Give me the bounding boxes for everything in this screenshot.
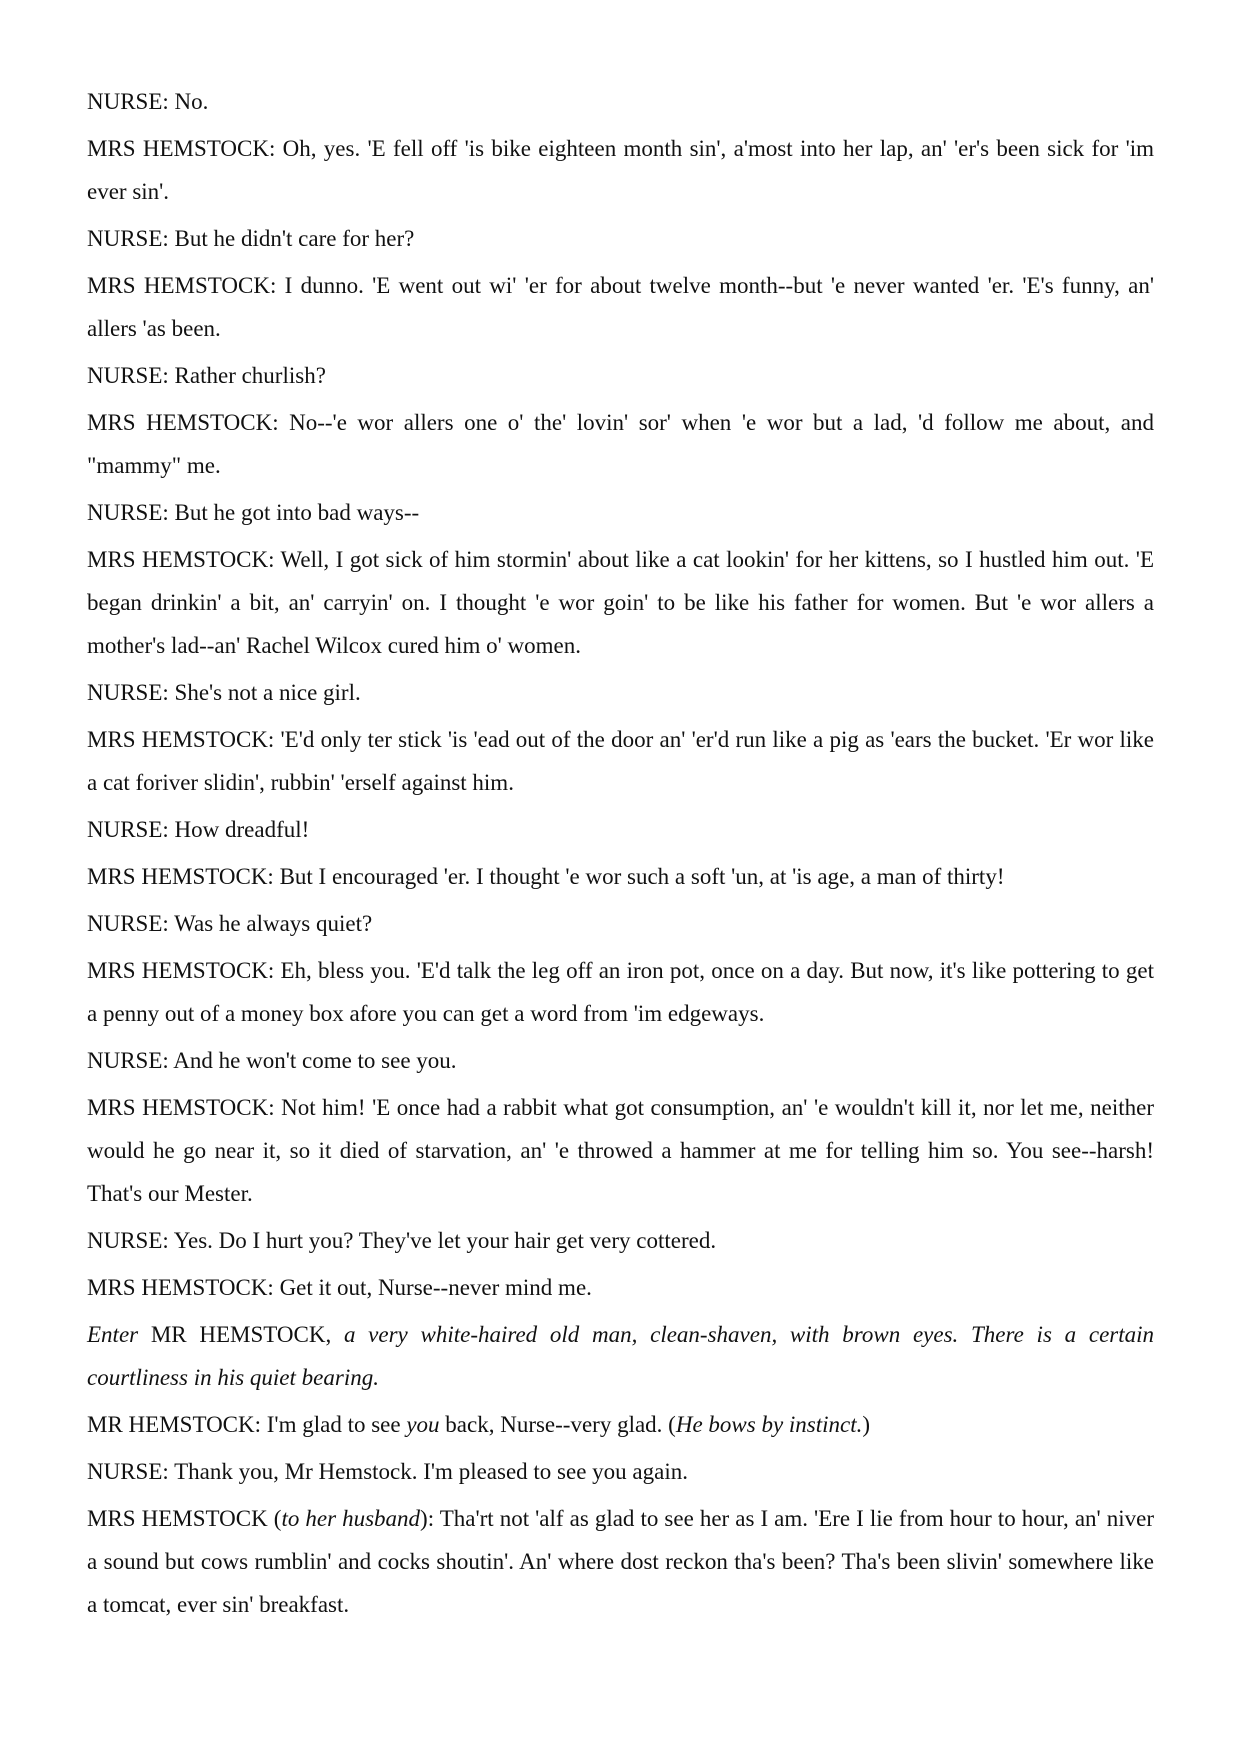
stage-direction-text: He bows by instinct. (675, 1412, 863, 1437)
dialogue-text: ): Tha'rt not 'alf as glad to see her as I am. 'Ere I lie from hour to hour, an' niver a sound but cows rumblin' and cocks shoutin'. An' where dost reckon tha's been? Tha's been slivin' somewhere like a tomcat, ever sin' breakfast. (87, 1506, 1155, 1617)
stage-direction-text: you (406, 1412, 440, 1437)
dialogue-text: NURSE: She's not a nice girl. (87, 680, 361, 705)
dialogue-text: NURSE: But he didn't care for her? (87, 226, 415, 251)
dialogue-paragraph (87, 718, 1154, 804)
dialogue-paragraph (87, 1266, 1154, 1309)
dialogue-paragraph (87, 1313, 1154, 1399)
dialogue-paragraph (87, 902, 1154, 945)
stage-direction-text: a very white-haired old man, clean-shaven, with brown eyes. There is a certain courtliness in his quiet bearing. (87, 1322, 1155, 1390)
dialogue-paragraph (87, 538, 1154, 667)
dialogue-text: NURSE: And he won't come to see you. (87, 1048, 457, 1073)
dialogue-text: MRS HEMSTOCK: No--'e wor allers one o' the' lovin' sor' when 'e wor but a lad, 'd follow me about, and "mammy" me. (87, 410, 1154, 478)
stage-direction-text: Enter (87, 1322, 139, 1347)
dialogue-paragraph (87, 808, 1154, 851)
dialogue-text: NURSE: Was he always quiet? (87, 911, 373, 936)
dialogue-paragraph (87, 1403, 1154, 1446)
dialogue-paragraph (87, 264, 1154, 350)
dialogue-text: MRS HEMSTOCK ( (87, 1506, 282, 1531)
dialogue-paragraph (87, 1039, 1154, 1082)
dialogue-text: NURSE: Thank you, Mr Hemstock. I'm pleased to see you again. (87, 1459, 688, 1484)
dialogue-text: MR HEMSTOCK, (138, 1322, 344, 1347)
dialogue-text: NURSE: But he got into bad ways-- (87, 500, 420, 525)
dialogue-text: MRS HEMSTOCK: Not him! 'E once had a rabbit what got consumption, an' 'e wouldn't kill it, nor let me, neither would he go near it, so it died of starvation, an' 'e throwed a hammer at me for telling him so. You see--harsh! That's our Mester. (87, 1095, 1154, 1206)
dialogue-paragraph (87, 401, 1154, 487)
dialogue-paragraph (87, 491, 1154, 534)
dialogue-text: MRS HEMSTOCK: 'E'd only ter stick 'is 'ead out of the door an' 'er'd run like a pig as 'ears the bucket. 'Er wor like a cat foriver slidin', rubbin' 'erself against him. (87, 727, 1154, 795)
dialogue-text: ) (862, 1412, 871, 1437)
script-page (87, 80, 1154, 1630)
dialogue-text: NURSE: Yes. Do I hurt you? They've let your hair get very cottered. (87, 1228, 717, 1253)
dialogue-paragraph (87, 354, 1154, 397)
dialogue-text: MRS HEMSTOCK: Eh, bless you. 'E'd talk the leg off an iron pot, once on a day. But now, it's like pottering to get a penny out of a money box afore you can get a word from 'im edgeways. (87, 958, 1154, 1026)
dialogue-paragraph (87, 217, 1154, 260)
dialogue-text: MRS HEMSTOCK: But I encouraged 'er. I thought 'e wor such a soft 'un, at 'is age, a man of thirty! (87, 864, 1005, 889)
dialogue-text: MRS HEMSTOCK: Well, I got sick of him stormin' about like a cat lookin' for her kittens, so I hustled him out. 'E began drinkin' a bit, an' carryin' on. I thought 'e wor goin' to be like his father for women. But 'e wor allers a mother's lad--an' Rachel Wilcox cured him o' women. (87, 547, 1154, 658)
dialogue-text: MRS HEMSTOCK: Oh, yes. 'E fell off 'is bike eighteen month sin', a'most into her lap, an' 'er's been sick for 'im ever sin'. (87, 136, 1154, 204)
dialogue-text: NURSE: Rather churlish? (87, 363, 326, 388)
dialogue-paragraph (87, 855, 1154, 898)
dialogue-paragraph (87, 127, 1154, 213)
stage-direction-text: to her husband (281, 1506, 421, 1531)
dialogue-paragraph (87, 1450, 1154, 1493)
dialogue-text: MR HEMSTOCK: I'm glad to see (87, 1412, 407, 1437)
dialogue-text: back, Nurse--very glad. ( (439, 1412, 676, 1437)
dialogue-text: MRS HEMSTOCK: Get it out, Nurse--never mind me. (87, 1275, 592, 1300)
dialogue-text: NURSE: No. (87, 89, 209, 114)
dialogue-paragraph (87, 1497, 1154, 1626)
dialogue-paragraph (87, 671, 1154, 714)
dialogue-paragraph (87, 80, 1154, 123)
dialogue-text: NURSE: How dreadful! (87, 817, 310, 842)
dialogue-paragraph (87, 949, 1154, 1035)
dialogue-paragraph (87, 1086, 1154, 1215)
dialogue-paragraph (87, 1219, 1154, 1262)
dialogue-text: MRS HEMSTOCK: I dunno. 'E went out wi' 'er for about twelve month--but 'e never wanted 'er. 'E's funny, an' allers 'as been. (87, 273, 1154, 341)
